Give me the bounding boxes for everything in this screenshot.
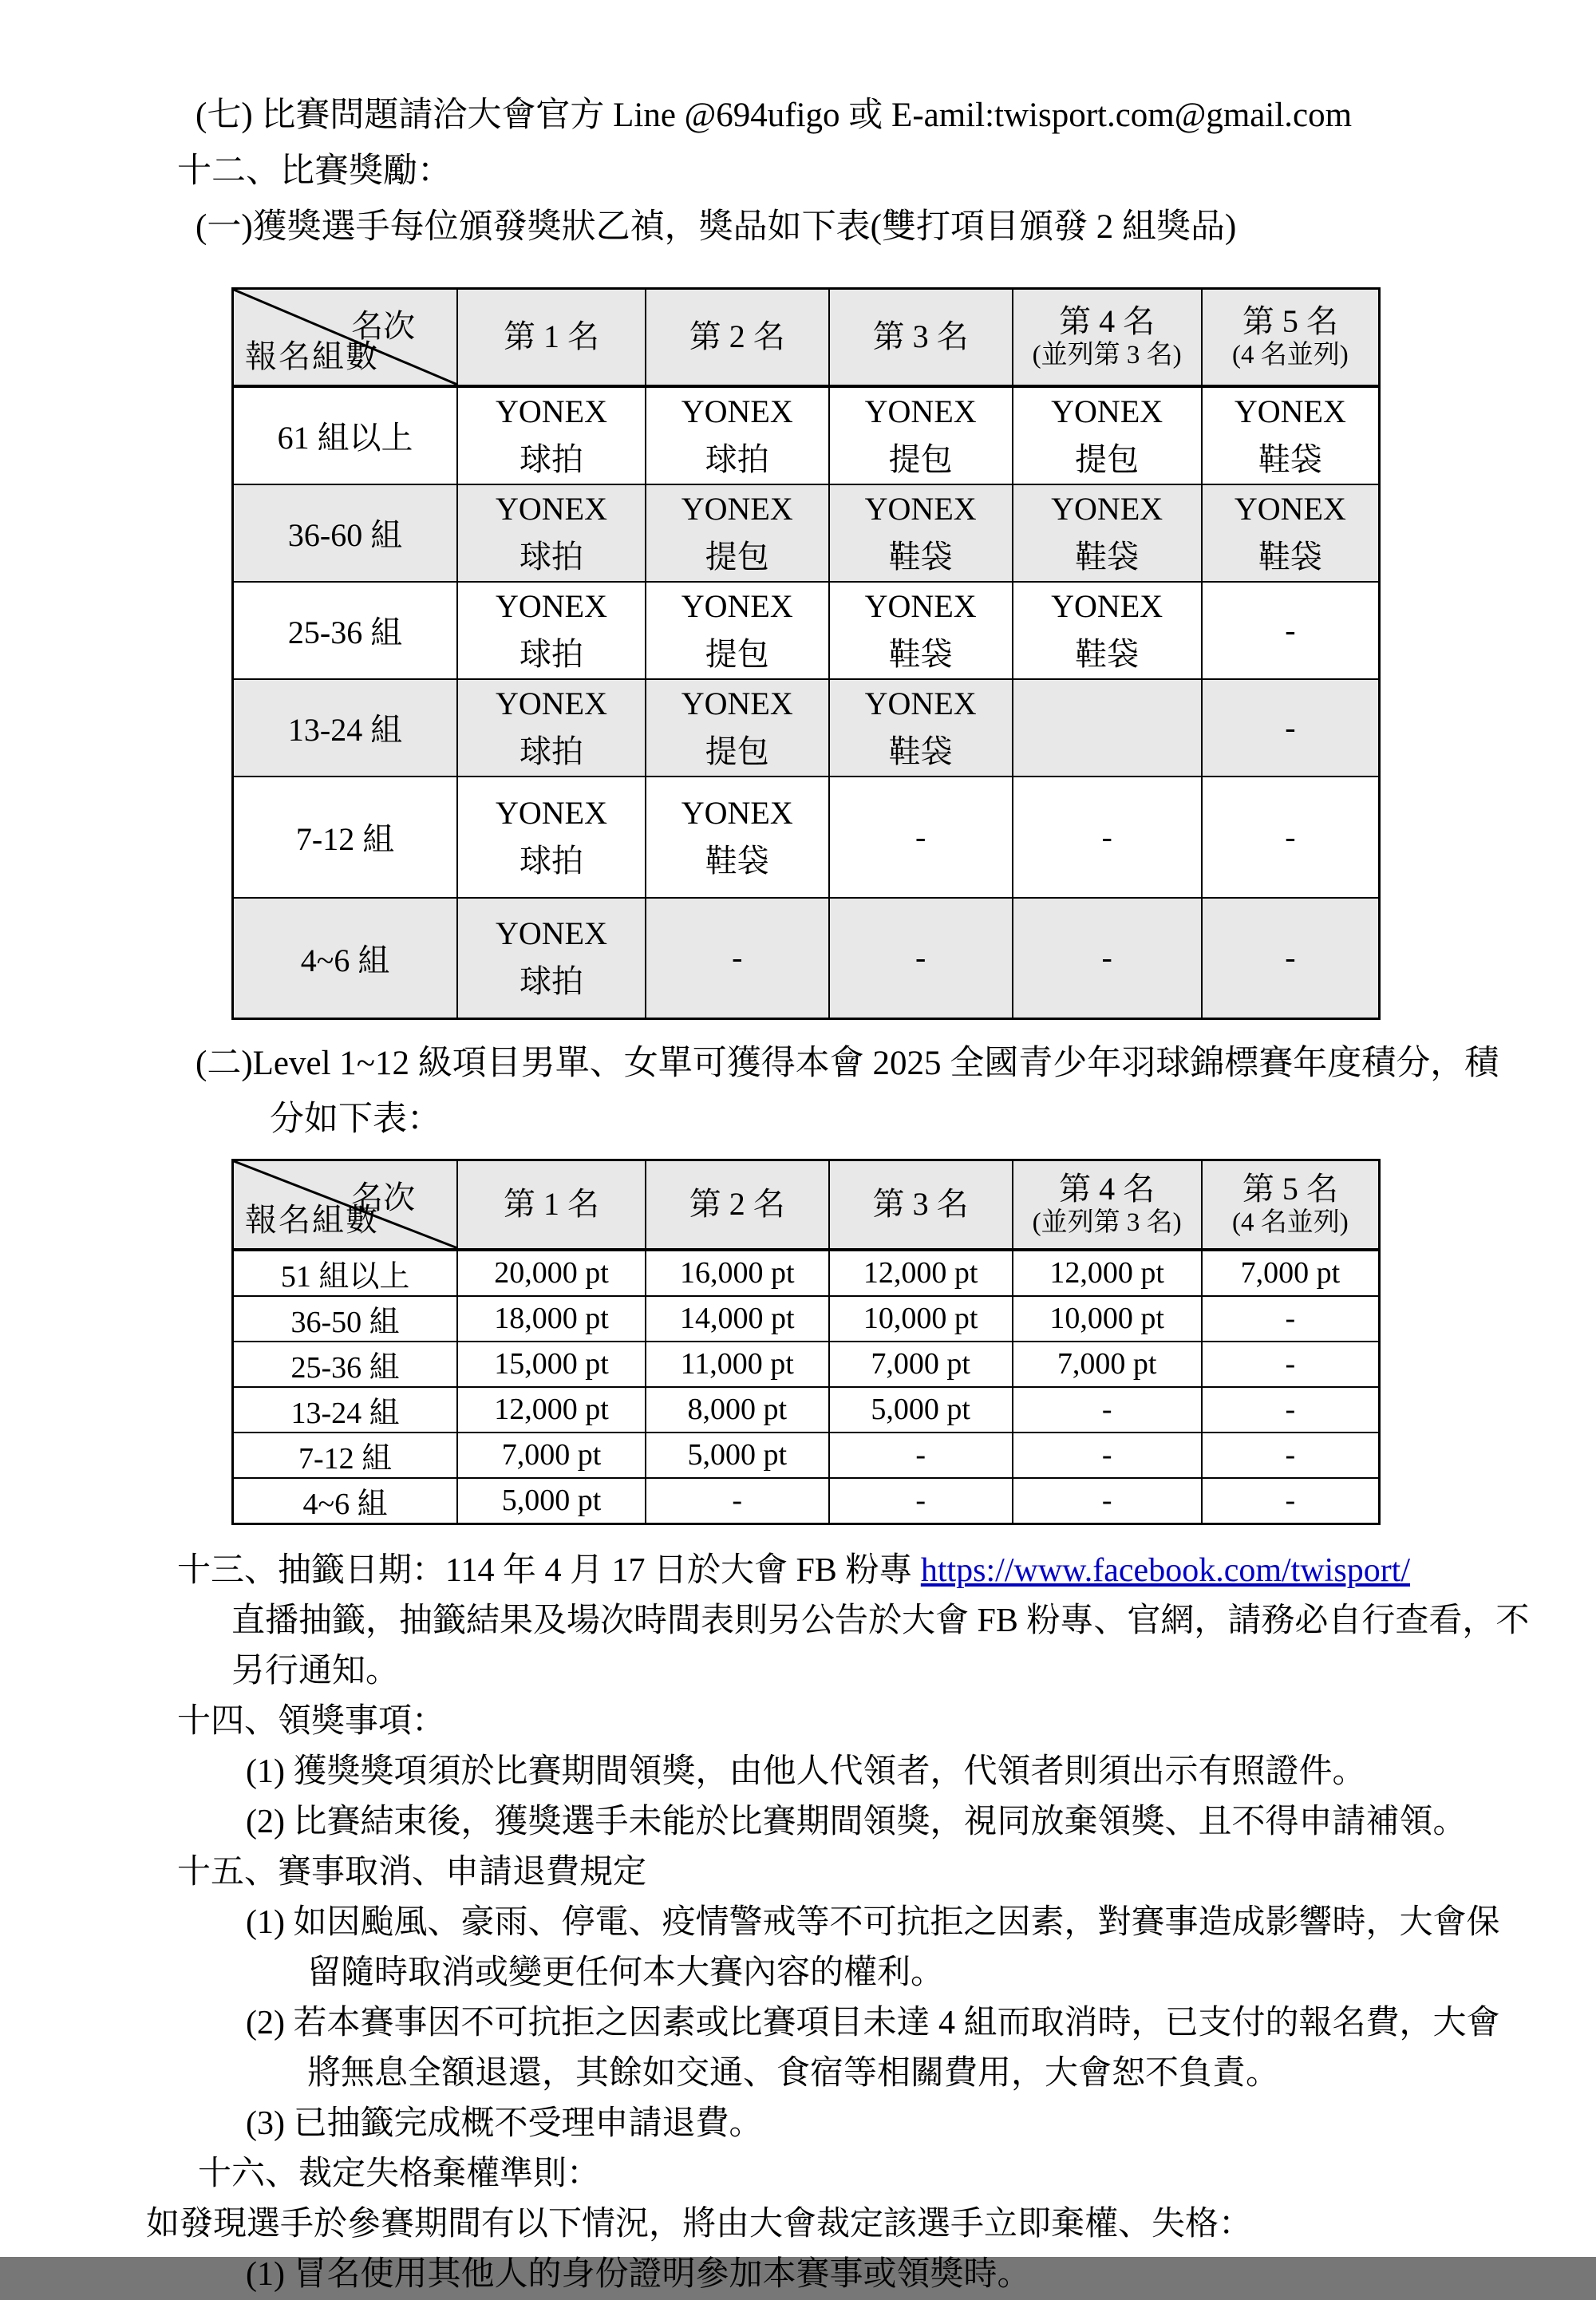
corner-label-rank: 名次 — [351, 1180, 416, 1215]
body-line-text: 留隨時取消或變更任何本大賽內容的權利。 — [307, 1954, 945, 1991]
data-cell: YONEX 球拍 — [457, 679, 646, 777]
data-cell — [1013, 679, 1202, 777]
row-label-cell: 4~6 組 — [233, 898, 458, 1019]
data-cell: YONEX 鞋袋 — [829, 582, 1013, 679]
data-cell: YONEX 鞋袋 — [646, 777, 829, 898]
data-cell: - — [829, 1433, 1013, 1478]
data-cell: 7,000 pt — [1202, 1250, 1380, 1296]
body-line-text: 如發現選手於參賽期間有以下情況，將由大會裁定該選手立即棄權、失格： — [146, 2205, 1253, 2243]
body-line — [0, 2099, 1596, 2149]
data-cell: - — [1202, 1342, 1380, 1387]
body-line-text: 另行通知。 — [231, 1652, 400, 1689]
body-line — [0, 1998, 1596, 2049]
table-row — [233, 1433, 1380, 1478]
data-cell: - — [646, 898, 829, 1019]
data-cell: 18,000 pt — [457, 1296, 646, 1342]
body-line-text: 十三、抽籤日期：114 年 4 月 17 日於大會 FB 粉專 — [177, 1551, 921, 1589]
column-header: 第 5 名 (4 名並列) — [1202, 1160, 1380, 1250]
table-row — [233, 1387, 1380, 1433]
body-line — [0, 1747, 1596, 1797]
body-line — [0, 1596, 1596, 1646]
data-cell: 12,000 pt — [829, 1250, 1013, 1296]
data-cell: - — [829, 898, 1013, 1019]
data-cell: 16,000 pt — [646, 1250, 829, 1296]
data-cell: YONEX 球拍 — [457, 484, 646, 582]
data-cell: YONEX 球拍 — [457, 777, 646, 898]
data-cell: 12,000 pt — [1013, 1250, 1202, 1296]
data-cell: 14,000 pt — [646, 1296, 829, 1342]
column-header: 第 1 名 — [457, 1160, 646, 1250]
data-cell: - — [1202, 898, 1380, 1019]
corner-label-groups: 報名組數 — [245, 1201, 379, 1238]
row-label-cell: 36-60 組 — [233, 484, 458, 582]
data-cell: - — [1013, 898, 1202, 1019]
row-label-cell: 25-36 組 — [233, 1342, 458, 1387]
body-line — [0, 2049, 1596, 2099]
column-header: 第 1 名 — [457, 289, 646, 386]
data-cell: YONEX 球拍 — [457, 898, 646, 1019]
row-label-cell: 4~6 組 — [233, 1478, 458, 1524]
points-table — [231, 1159, 1381, 1525]
data-cell: 12,000 pt — [457, 1387, 646, 1433]
body-line-text: (1) 冒名使用其他人的身份證明參加本賽事或領獎時。 — [246, 2255, 1031, 2293]
prize-table — [231, 287, 1381, 1020]
column-header: 第 2 名 — [646, 1160, 829, 1250]
data-cell: YONEX 鞋袋 — [1202, 386, 1380, 484]
row-label-cell: 51 組以上 — [233, 1250, 458, 1296]
table-row — [233, 898, 1380, 1019]
data-cell: - — [1202, 1478, 1380, 1524]
data-cell: YONEX 提包 — [829, 386, 1013, 484]
body-line-text: (1) 獲獎獎項須於比賽期間領獎，由他人代領者，代領者則須出示有照證件。 — [246, 1753, 1366, 1790]
row-label-cell: 25-36 組 — [233, 582, 458, 679]
table-row — [233, 679, 1380, 777]
row-label-cell: 7-12 組 — [233, 1433, 458, 1478]
table-row — [233, 1296, 1380, 1342]
corner-label-groups: 報名組數 — [245, 338, 379, 374]
data-cell: 20,000 pt — [457, 1250, 646, 1296]
data-cell: 5,000 pt — [457, 1478, 646, 1524]
row-label-cell: 13-24 組 — [233, 679, 458, 777]
table-row — [233, 1342, 1380, 1387]
data-cell: 8,000 pt — [646, 1387, 829, 1433]
corner-header-cell — [233, 1160, 458, 1250]
facebook-link[interactable]: https://www.facebook.com/twisport/ — [920, 1551, 1411, 1589]
corner-header-cell — [233, 289, 458, 386]
data-cell: YONEX 提包 — [646, 582, 829, 679]
column-header: 第 4 名 (並列第 3 名) — [1013, 289, 1202, 386]
section-14-heading — [0, 1697, 1596, 1747]
data-cell: YONEX 鞋袋 — [1013, 582, 1202, 679]
row-label-cell: 13-24 組 — [233, 1387, 458, 1433]
column-header: 第 2 名 — [646, 289, 829, 386]
contact-line: (七) 比賽問題請洽大會官方 Line @694ufigo 或 E-amil:twisport.com@gmail.com — [196, 97, 1353, 134]
data-cell: YONEX 球拍 — [457, 582, 646, 679]
table-row — [233, 1478, 1380, 1524]
data-cell: 15,000 pt — [457, 1342, 646, 1387]
body-text-block — [0, 1546, 1596, 2300]
data-cell: - — [1202, 777, 1380, 898]
section-12-heading: 十二、比賽獎勵： — [177, 152, 452, 190]
body-line-text: (3) 已抽籤完成概不受理申請退費。 — [246, 2104, 763, 2142]
data-cell: YONEX 球拍 — [457, 386, 646, 484]
column-header: 第 4 名 (並列第 3 名) — [1013, 1160, 1202, 1250]
row-label-cell: 7-12 組 — [233, 777, 458, 898]
data-cell: - — [1013, 1478, 1202, 1524]
data-cell: - — [1202, 1296, 1380, 1342]
data-cell: YONEX 提包 — [646, 679, 829, 777]
section-13-heading — [0, 1546, 1596, 1596]
table-row — [233, 386, 1380, 484]
body-line — [0, 1646, 1596, 1697]
data-cell: - — [1202, 582, 1380, 679]
data-cell: YONEX 球拍 — [646, 386, 829, 484]
data-cell: YONEX 鞋袋 — [829, 484, 1013, 582]
table-row — [233, 1250, 1380, 1296]
body-line-text: 十六、裁定失格棄權準則： — [198, 2155, 601, 2192]
body-line-text: (2) 比賽結束後，獲獎選手未能於比賽期間領獎，視同放棄領獎、且不得申請補領。 — [246, 1803, 1467, 1840]
column-header: 第 3 名 — [829, 289, 1013, 386]
column-header: 第 5 名 (4 名並列) — [1202, 289, 1380, 386]
data-cell: 10,000 pt — [829, 1296, 1013, 1342]
points-note-line2: 分如下表： — [270, 1101, 441, 1138]
data-cell: 5,000 pt — [646, 1433, 829, 1478]
data-cell: 7,000 pt — [1013, 1342, 1202, 1387]
body-line-text: 十五、賽事取消、申請退費規定 — [177, 1853, 647, 1891]
section-15-heading — [0, 1848, 1596, 1898]
data-cell: 7,000 pt — [829, 1342, 1013, 1387]
data-cell: 7,000 pt — [457, 1433, 646, 1478]
table-row — [233, 582, 1380, 679]
row-label-cell: 36-50 組 — [233, 1296, 458, 1342]
data-cell: 5,000 pt — [829, 1387, 1013, 1433]
data-cell: - — [646, 1478, 829, 1524]
body-line — [0, 1898, 1596, 1948]
table-header-row — [233, 1160, 1380, 1250]
table-row — [233, 484, 1380, 582]
body-line — [0, 2250, 1596, 2300]
column-header: 第 3 名 — [829, 1160, 1013, 1250]
body-line — [0, 1797, 1596, 1848]
points-note-line1: (二)Level 1~12 級項目男單、女單可獲得本會 2025 全國青少年羽球錦標賽年度積分，積 — [196, 1045, 1499, 1082]
data-cell: YONEX 鞋袋 — [1202, 484, 1380, 582]
data-cell: - — [1013, 777, 1202, 898]
data-cell: YONEX 鞋袋 — [829, 679, 1013, 777]
data-cell: YONEX 提包 — [646, 484, 829, 582]
row-label-cell: 61 組以上 — [233, 386, 458, 484]
body-line-text: 十四、領獎事項： — [177, 1702, 446, 1740]
body-line — [0, 1948, 1596, 1998]
data-cell: - — [1013, 1433, 1202, 1478]
table-header-row — [233, 289, 1380, 386]
body-line-text: (1) 如因颱風、豪雨、停電、疫情警戒等不可抗拒之因素，對賽事造成影響時，大會保 — [246, 1903, 1500, 1941]
table-row — [233, 777, 1380, 898]
data-cell: - — [1013, 1387, 1202, 1433]
data-cell: 10,000 pt — [1013, 1296, 1202, 1342]
data-cell: YONEX 鞋袋 — [1013, 484, 1202, 582]
data-cell: - — [829, 777, 1013, 898]
body-line-text: (2) 若本賽事因不可抗拒之因素或比賽項目未達 4 組而取消時，已支付的報名費，大會 — [246, 2004, 1500, 2041]
body-line-text: 將無息全額退還，其餘如交通、食宿等相關費用，大會恕不負責。 — [307, 2054, 1280, 2092]
data-cell: YONEX 提包 — [1013, 386, 1202, 484]
section-16-heading — [0, 2149, 1596, 2199]
body-line-text: 直播抽籤，抽籤結果及場次時間表則另公告於大會 FB 粉專、官網，請務必自行查看，不 — [231, 1602, 1530, 1639]
corner-label-rank: 名次 — [351, 308, 416, 344]
data-cell: - — [1202, 1433, 1380, 1478]
data-cell: - — [1202, 1387, 1380, 1433]
prize-note-line: (一)獲獎選手每位頒發獎狀乙禎，獎品如下表(雙打項目頒發 2 組獎品) — [196, 208, 1237, 246]
data-cell: - — [1202, 679, 1380, 777]
body-line — [0, 2199, 1596, 2250]
data-cell: - — [829, 1478, 1013, 1524]
data-cell: 11,000 pt — [646, 1342, 829, 1387]
